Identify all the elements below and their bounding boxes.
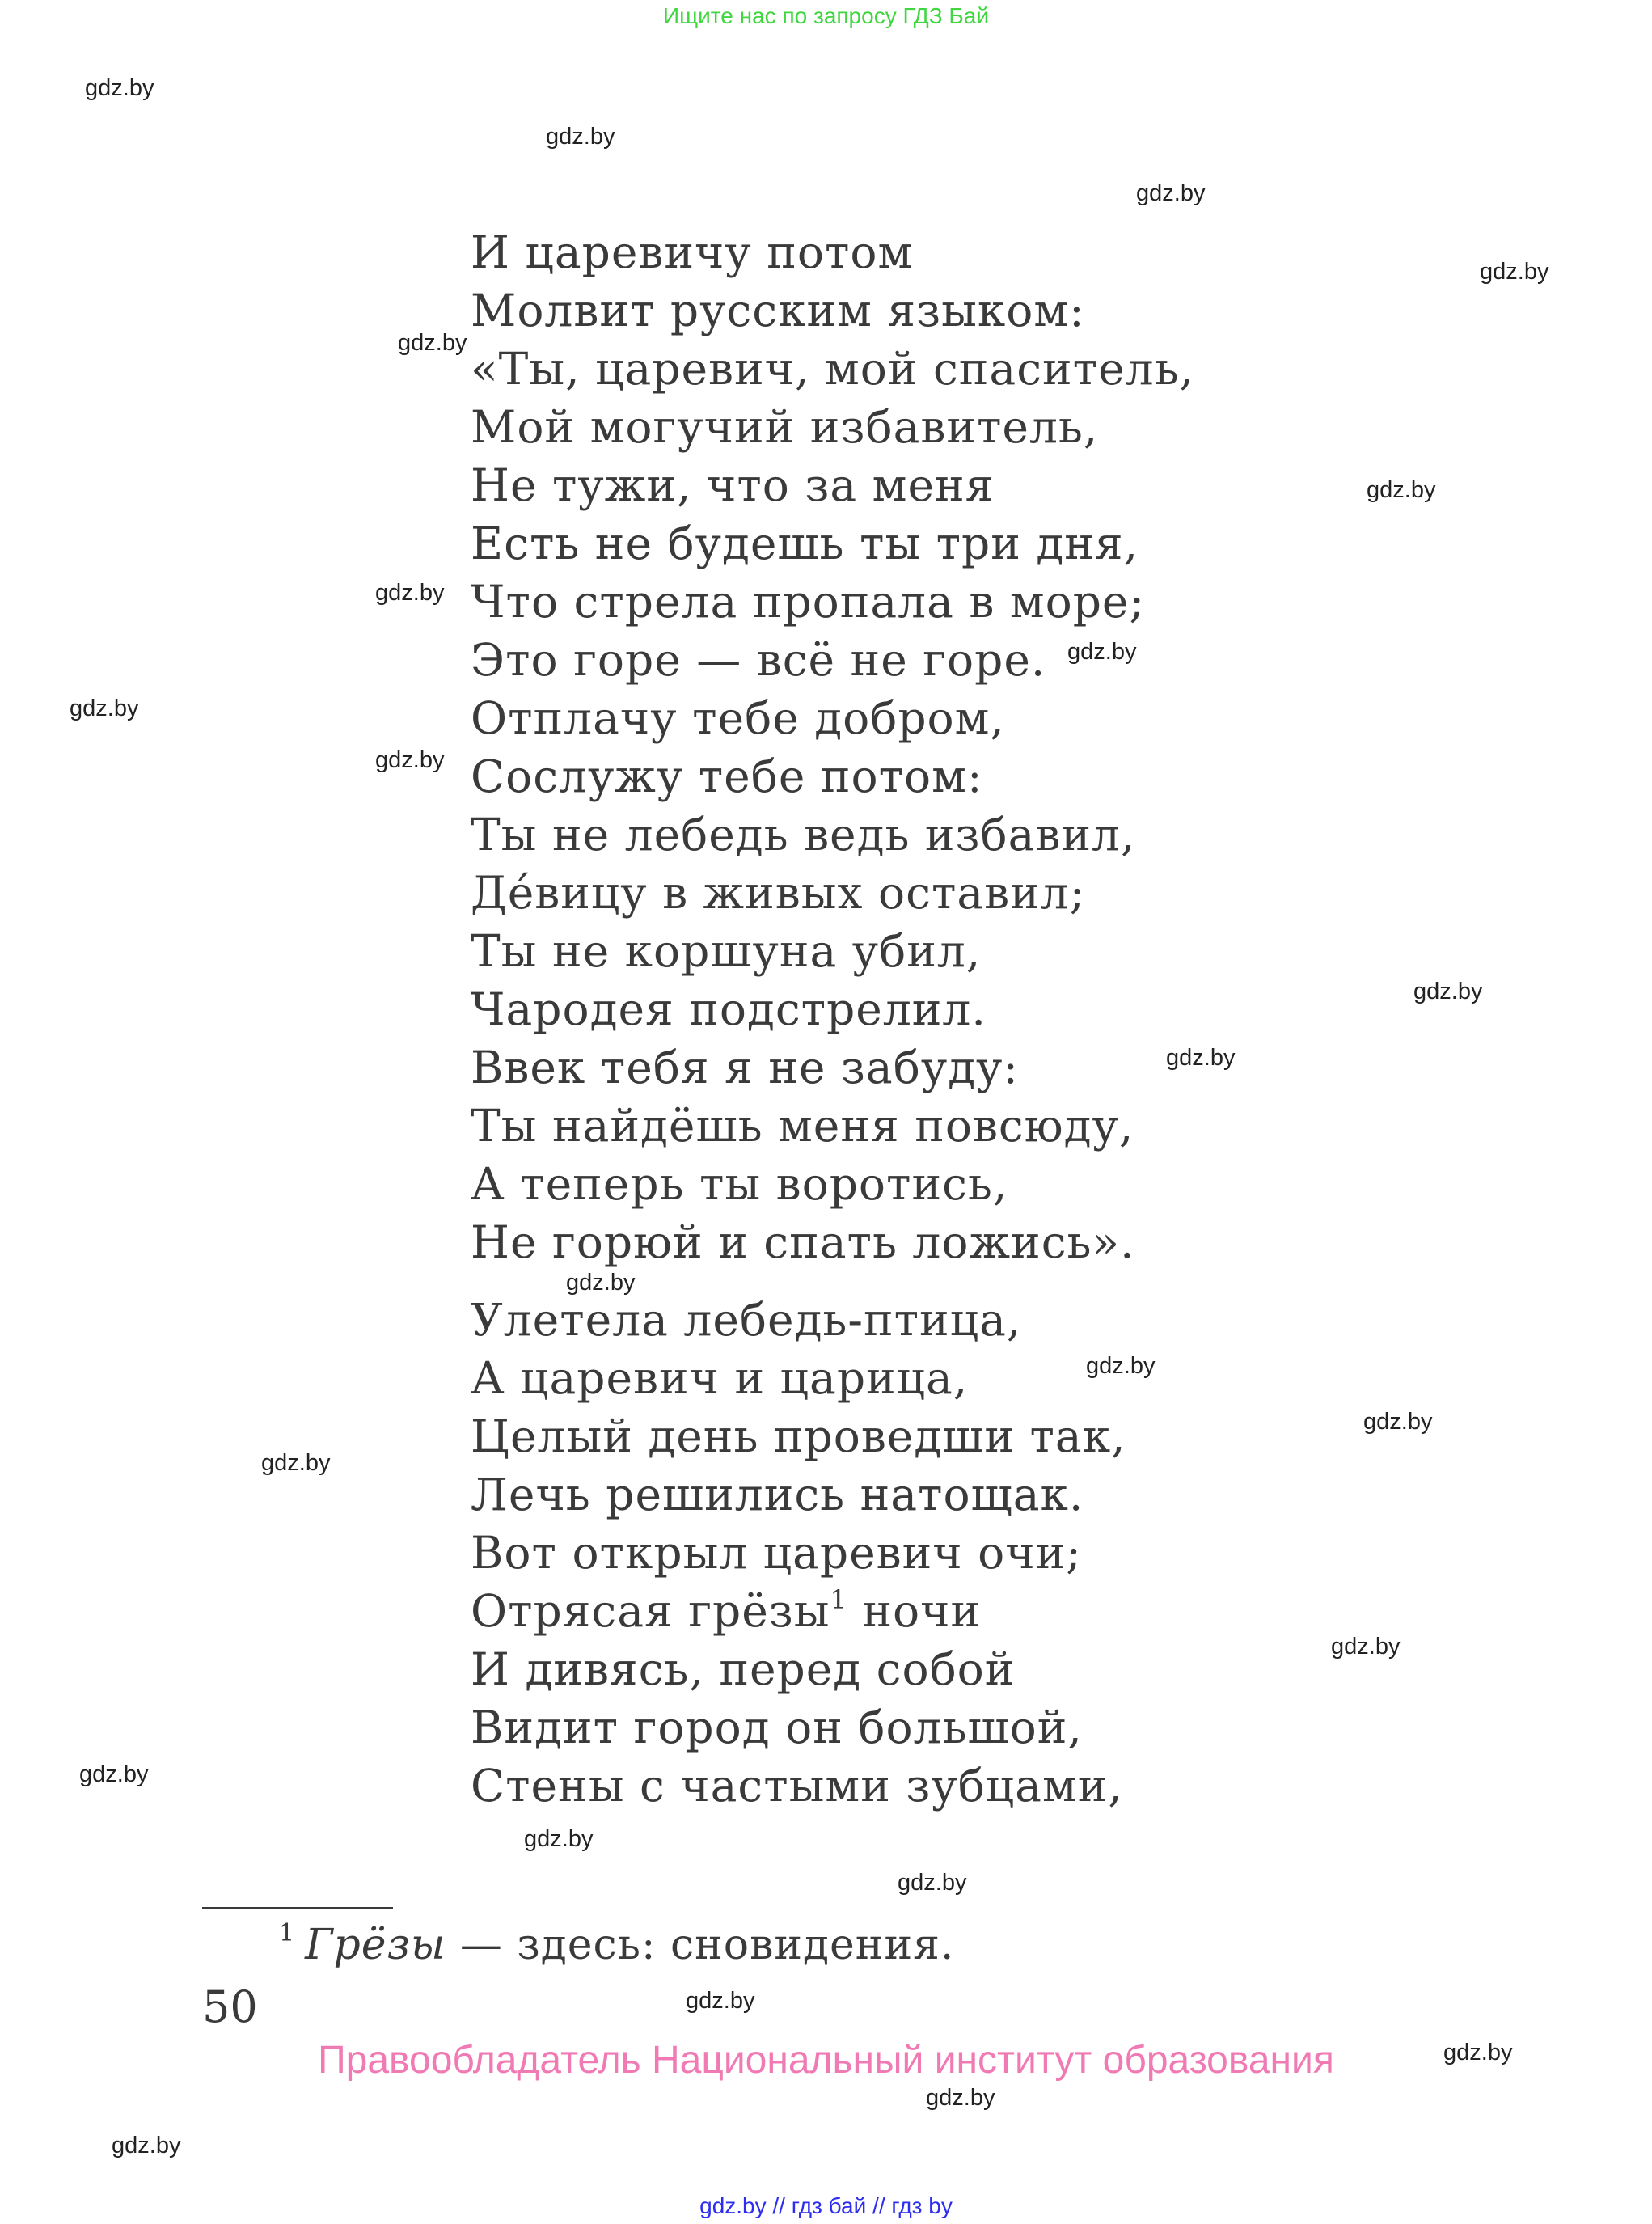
watermark: gdz.by <box>1067 639 1137 665</box>
poem-line: «Ты, царевич, мой спаситель, <box>471 343 1195 395</box>
poem-line: А царевич и царица, <box>471 1352 969 1404</box>
poem-line: Есть не будешь ты три дня, <box>471 518 1139 569</box>
poem-line: Вот открыл царевич очи; <box>471 1527 1082 1579</box>
watermark: gdz.by <box>375 580 445 606</box>
watermark: gdz.by <box>686 1988 755 2014</box>
footnote-divider <box>202 1907 393 1909</box>
footnote <box>279 1921 954 1969</box>
watermark: gdz.by <box>85 75 154 101</box>
watermark: gdz.by <box>1136 180 1206 206</box>
watermark: gdz.by <box>112 2133 181 2158</box>
poem-line: Чародея подстрелил. <box>471 983 987 1035</box>
poem <box>471 223 1194 1815</box>
poem-line: Стены с частыми зубцами, <box>471 1760 1123 1812</box>
watermark: gdz.by <box>1363 1409 1433 1435</box>
watermark: gdz.by <box>1443 2040 1513 2065</box>
watermark: gdz.by <box>375 747 445 773</box>
watermark: gdz.by <box>261 1450 331 1476</box>
watermark: gdz.by <box>546 124 615 150</box>
poem-line: Мой могучий избавитель, <box>471 401 1099 453</box>
footnote-marker: 1 <box>830 1584 847 1615</box>
poem-line: Лечь решились натощак. <box>471 1469 1084 1520</box>
poem-line: Не горюй и спать ложись». <box>471 1216 1135 1268</box>
watermark: gdz.by <box>1331 1634 1401 1660</box>
poem-line: Это горе — всё не горе. <box>471 634 1046 686</box>
poem-line-part: ночи <box>847 1585 982 1637</box>
poem-line: Молвит русским языком: <box>471 285 1085 336</box>
footnote-term: Грёзы <box>305 1921 446 1969</box>
watermark: gdz.by <box>898 1870 967 1896</box>
watermark: gdz.by <box>79 1761 149 1787</box>
poem-line: А теперь ты воротись, <box>471 1158 1008 1210</box>
poem-line: Что стрела пропала в море; <box>471 576 1146 628</box>
watermark: gdz.by <box>398 330 467 356</box>
watermark: gdz.by <box>1367 477 1436 503</box>
watermark: gdz.by <box>1413 979 1483 1004</box>
watermark: gdz.by <box>926 2085 995 2111</box>
footnote-number: 1 <box>279 1919 296 1947</box>
watermark: gdz.by <box>1480 259 1549 285</box>
poem-line: Ты найдёшь меня повсюду, <box>471 1100 1134 1152</box>
bottom-links[interactable]: gdz.by // гдз бай // гдз by <box>699 2193 953 2218</box>
poem-line: Ввек тебя я не забуду: <box>471 1042 1019 1093</box>
watermark: gdz.by <box>566 1270 636 1296</box>
watermark: gdz.by <box>1166 1045 1236 1071</box>
page-number: 50 <box>202 1981 258 2032</box>
poem-line: Отплачу тебе добром, <box>471 692 1005 744</box>
poem-line: Не тужи, что за меня <box>471 459 995 511</box>
poem-line: Ты не коршуна убил, <box>471 925 982 977</box>
copyright-notice: Правообладатель Национальный институт образования <box>318 2039 1334 2082</box>
top-banner: Ищите нас по запросу ГДЗ Бай <box>662 3 990 28</box>
watermark: gdz.by <box>524 1826 594 1852</box>
poem-line: Видит город он большой, <box>471 1702 1083 1753</box>
poem-line-part: Отрясая грёзы <box>471 1585 830 1637</box>
poem-line: Улетела лебедь-птица, <box>471 1294 1022 1346</box>
poem-line: Сослужу тебе потом: <box>471 750 983 802</box>
poem-line: Целый день проведши так, <box>471 1410 1126 1462</box>
watermark: gdz.by <box>70 696 139 721</box>
footnote-text: — здесь: сновидения. <box>446 1921 955 1969</box>
poem-line: И дивясь, перед собой <box>471 1643 1016 1695</box>
watermark: gdz.by <box>1086 1353 1156 1379</box>
poem-line: И царевичу потом <box>471 226 914 278</box>
poem-line: Де́вицу в живых оставил; <box>471 867 1086 919</box>
poem-line-with-footnote <box>471 1582 1194 1640</box>
poem-line: Ты не лебедь ведь избавил, <box>471 809 1136 860</box>
